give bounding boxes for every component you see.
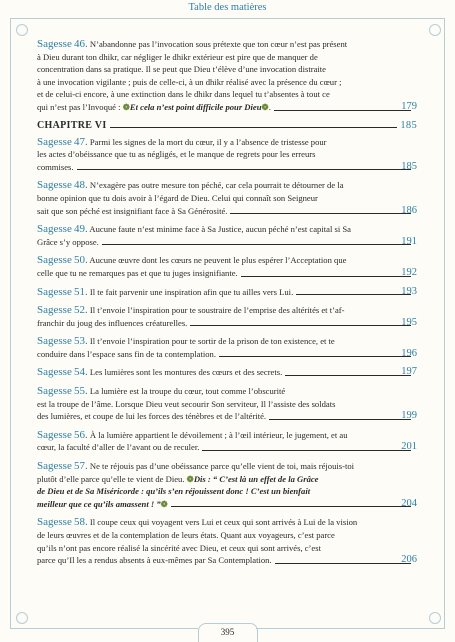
entry-text — [37, 236, 99, 249]
entry-text — [37, 317, 188, 330]
toc-entry-56 — [37, 429, 417, 454]
entry-line-text: À la lumière appartient le dévoilement ; à l’œil intérieur, le jugement, et au — [89, 429, 348, 440]
entry-line-text: parce qu’Il les a rendus absents à eux-mêmes par Sa Contemplation. — [37, 555, 272, 566]
quote-open-bracket: ❁ — [186, 473, 194, 484]
entry-line-text: Aucune faute n’est minime face à Sa Justice, aucun péché n’est capital si Sa — [89, 224, 351, 235]
leader-line — [241, 276, 412, 277]
chapter-title: CHAPITRE VI — [37, 119, 107, 131]
entry-line-text: Il t’envoie l’inspiration pour te sortir de la prison de ton existence, et te — [89, 336, 335, 347]
entry-line-text: celle que tu ne remarques pas et que tu juges insignifiante. — [37, 267, 238, 278]
leader-line — [219, 356, 411, 357]
entry-line: de leurs œuvres et de la contemplation de leurs états. Quant aux voyageurs, c’est parce — [37, 530, 335, 540]
entry-line — [37, 304, 417, 317]
toc-entry-55 — [37, 385, 417, 423]
frame-corner-ornament — [16, 24, 28, 36]
entry-line-text: Grâce s’y oppose. — [37, 236, 99, 247]
toc-entry-last-line[interactable] — [37, 204, 417, 218]
sagesse-label: Sagesse — [37, 38, 72, 50]
leader-line — [171, 506, 411, 507]
entry-line — [37, 38, 417, 51]
entry-line-text: sait que son péché est insignifiant face à Sa Générosité. — [37, 205, 228, 216]
entry-line-text: cœur, la faculté d’aller de l’avant ou de reculer. — [37, 442, 200, 453]
toc-entry-last-line[interactable] — [37, 316, 417, 330]
page-ref: 199 — [401, 410, 417, 422]
quote-open-bracket: ❁ — [122, 101, 130, 112]
page-ref: 204 — [401, 497, 417, 509]
entry-text — [37, 441, 200, 454]
quran-quote: Et cela n’est point difficile pour Dieu — [129, 101, 262, 112]
leader-line — [269, 419, 411, 420]
entry-text — [37, 267, 238, 280]
entry-line-text: Les lumières sont les montures des cœurs et des secrets. — [89, 367, 283, 378]
quran-quote: Dis : “ C’est là un effet de la Grâce — [193, 473, 319, 484]
entry-line-text: N’abandonne pas l’invocation sous prétexte que ton cœur n’est pas présent — [89, 39, 348, 49]
sagesse-label: Sagesse — [37, 366, 72, 379]
toc-entry-53 — [37, 335, 417, 360]
leader-line — [296, 294, 411, 295]
entry-line-text: Ne te réjouis pas d’une obéissance parce qu’elle vient de toi, mais réjouis-toi — [89, 461, 355, 472]
entry-line-text: . — [268, 101, 271, 112]
entry-line — [37, 473, 417, 486]
sagesse-label: Sagesse — [37, 223, 72, 236]
sagesse-number: 54. — [73, 366, 88, 379]
page-number: 395 — [220, 627, 235, 637]
sagesse-number: 51. — [73, 285, 88, 298]
page-ref: 197 — [401, 366, 417, 378]
toc-entry-last-line[interactable] — [37, 160, 417, 174]
toc-entry-last-line[interactable] — [37, 366, 417, 379]
leader-line — [110, 127, 398, 128]
page-ref: 195 — [401, 316, 417, 328]
page-ref: 179 — [401, 100, 417, 112]
page-ref: 186 — [401, 204, 417, 216]
leader-line — [102, 244, 411, 245]
entry-line-text: des lumières, et coupe de lui les forces des ténèbres et de l’altérité. — [37, 411, 267, 422]
frame-corner-ornament — [429, 24, 441, 36]
entry-line-text: N’exagère pas outre mesure ton péché, car cela pourrait te détourner de la — [89, 180, 344, 191]
entry-line — [37, 223, 417, 236]
sagesse-label: Sagesse — [37, 135, 72, 148]
page-ref: 206 — [401, 554, 417, 566]
page-ref: 191 — [401, 235, 417, 247]
entry-line: à une invocation vigilante ; puis de celle-ci, à un dhikr réalisé avec la présence du cœur ; — [37, 76, 342, 87]
entry-line-text: plutôt d’elle parce qu’elle te vient de Dieu. — [37, 473, 187, 484]
leader-line — [274, 110, 411, 111]
sagesse-label: Sagesse — [37, 179, 72, 192]
sagesse-number: 53. — [73, 335, 88, 348]
sagesse-number: 50. — [73, 254, 88, 267]
toc-entry-57 — [37, 460, 417, 510]
sagesse-number: 52. — [73, 304, 88, 317]
entry-line-text: Parmi les signes de la mort du cœur, il y a l’absence de tristesse pour — [89, 136, 327, 147]
entry-line-text: Il te fait parvenir une inspiration afin que tu ailles vers Lui. — [89, 286, 294, 297]
leader-line — [275, 563, 412, 564]
page-ref: 201 — [401, 441, 417, 453]
toc-entry-58 — [37, 516, 417, 566]
page-ref: 192 — [401, 266, 417, 278]
entry-line: concentration dans sa pratique. Il se peut que Dieu t’élève d’une invocation distraite — [37, 64, 326, 75]
toc-entry-49 — [37, 223, 417, 248]
entry-line-text: franchir du joug des influences créaturelles. — [37, 317, 188, 328]
leader-line — [285, 375, 411, 376]
page-ref: 193 — [401, 285, 417, 297]
entry-line: qu’ils n’ont pas encore réalisé la sincérité avec Dieu, et ceux qui sont arrivés, c’est — [37, 542, 321, 553]
entry-line — [37, 254, 417, 267]
entry-line — [37, 179, 417, 192]
entry-line: et de celui-ci encore, à une extinction dans le dhikr dans lequel tu t’absentes à tout ce — [37, 89, 330, 100]
sagesse-label: Sagesse — [37, 285, 72, 298]
sagesse-number: 56. — [73, 428, 88, 441]
entry-line: à Dieu durant ton dhikr, car négliger le dhikr extérieur est pire que de manquer de — [37, 51, 318, 62]
frame-corner-ornament — [429, 612, 441, 624]
toc-entry-last-line[interactable] — [37, 100, 417, 114]
frame-right-line — [444, 18, 445, 628]
quote-close-bracket: ❁ — [261, 101, 269, 112]
sagesse-number: 49. — [73, 223, 88, 236]
sagesse-label: Sagesse — [37, 516, 72, 529]
toc-content — [37, 38, 417, 573]
sagesse-number: 46. — [73, 38, 88, 50]
quran-quote: meilleur que ce qu’ils amassent ! ” — [37, 498, 161, 509]
entry-line — [37, 516, 417, 529]
entry-line: les actes d’obéissance que tu as négligés, et le manque de regrets pour les erreurs — [37, 149, 316, 160]
quran-quote-line: de Dieu et de Sa Miséricorde : qu’ils s’en réjouissent donc ! C’est un bienfait — [37, 486, 311, 497]
chapter-heading[interactable] — [37, 120, 417, 131]
sagesse-label: Sagesse — [37, 428, 72, 441]
sagesse-label: Sagesse — [37, 335, 72, 348]
toc-entry-last-line[interactable] — [37, 347, 417, 361]
page-ref: 185 — [401, 160, 417, 172]
sagesse-label: Sagesse — [37, 460, 72, 473]
frame-corner-ornament — [16, 612, 28, 624]
toc-entry-51 — [37, 286, 417, 299]
leader-line — [202, 450, 411, 451]
toc-entry-last-line[interactable] — [37, 235, 417, 249]
entry-line — [37, 335, 417, 348]
entry-line — [37, 385, 417, 398]
entry-line-text: conduire dans l’espace sans fin de ta contemplation. — [37, 348, 216, 359]
entry-line-text: Il t’envoie l’inspiration pour te soustraire de l’emprise des altérités et t’af- — [89, 305, 345, 316]
entry-text — [37, 366, 283, 379]
toc-entry-50 — [37, 254, 417, 279]
toc-entry-47 — [37, 136, 417, 174]
entry-text — [37, 285, 294, 299]
entry-line-text: commises. — [37, 161, 74, 172]
quote-close-bracket: ❁ — [160, 498, 168, 509]
toc-entry-54 — [37, 366, 417, 379]
sagesse-label: Sagesse — [37, 304, 72, 317]
frame-top-line — [10, 18, 445, 19]
entry-line-text: qui n’est pas l’Invoqué : — [37, 101, 123, 112]
entry-line — [37, 428, 417, 442]
entry-line-text: Aucune œuvre dont les cœurs ne peuvent le plus espérer l’Acceptation que — [89, 255, 347, 266]
toc-entry-last-line[interactable] — [37, 554, 417, 567]
leader-line — [77, 169, 412, 170]
running-header: Table des matières — [188, 2, 267, 13]
sagesse-number: 47. — [73, 135, 88, 148]
entry-line: est la troupe de l’âme. Lorsque Dieu veut secourir Son serviteur, Il l’assiste des soldats — [37, 398, 336, 409]
toc-entry-48 — [37, 179, 417, 217]
sagesse-number: 58. — [73, 516, 88, 529]
toc-entry-52 — [37, 304, 417, 329]
leader-line — [190, 325, 411, 326]
frame-left-line — [10, 18, 11, 628]
leader-line — [230, 213, 411, 214]
toc-entry-last-line[interactable] — [37, 266, 417, 280]
sagesse-label: Sagesse — [37, 254, 72, 267]
entry-text — [37, 161, 74, 174]
toc-entry-last-line[interactable] — [37, 497, 417, 511]
toc-entry-46 — [37, 38, 417, 114]
sagesse-label: Sagesse — [37, 385, 72, 398]
entry-text — [37, 410, 267, 423]
sagesse-number: 55. — [73, 385, 88, 398]
entry-text — [37, 554, 272, 567]
sagesse-number: 48. — [73, 179, 88, 192]
entry-text — [37, 348, 216, 361]
entry-line — [37, 135, 417, 149]
sagesse-number: 57. — [73, 460, 88, 473]
entry-line-text: Il coupe ceux qui voyagent vers Lui et ceux qui sont arrivés à Lui de la vision — [89, 517, 358, 528]
entry-text — [37, 205, 228, 218]
entry-line-text: La lumière est la troupe du cœur, tout comme l’obscurité — [89, 386, 286, 397]
entry-line — [37, 460, 417, 473]
toc-entry-last-line[interactable] — [37, 441, 417, 454]
toc-entry-last-line[interactable] — [37, 410, 417, 423]
entry-text — [37, 498, 168, 511]
toc-entry-last-line[interactable] — [37, 285, 417, 299]
page-ref: 185 — [400, 119, 417, 131]
entry-line: bonne opinion que tu dois avoir à l’égard de Dieu. Celui qui connaît son Seigneur — [37, 192, 318, 203]
page-ref: 196 — [401, 347, 417, 359]
entry-text — [37, 101, 271, 114]
